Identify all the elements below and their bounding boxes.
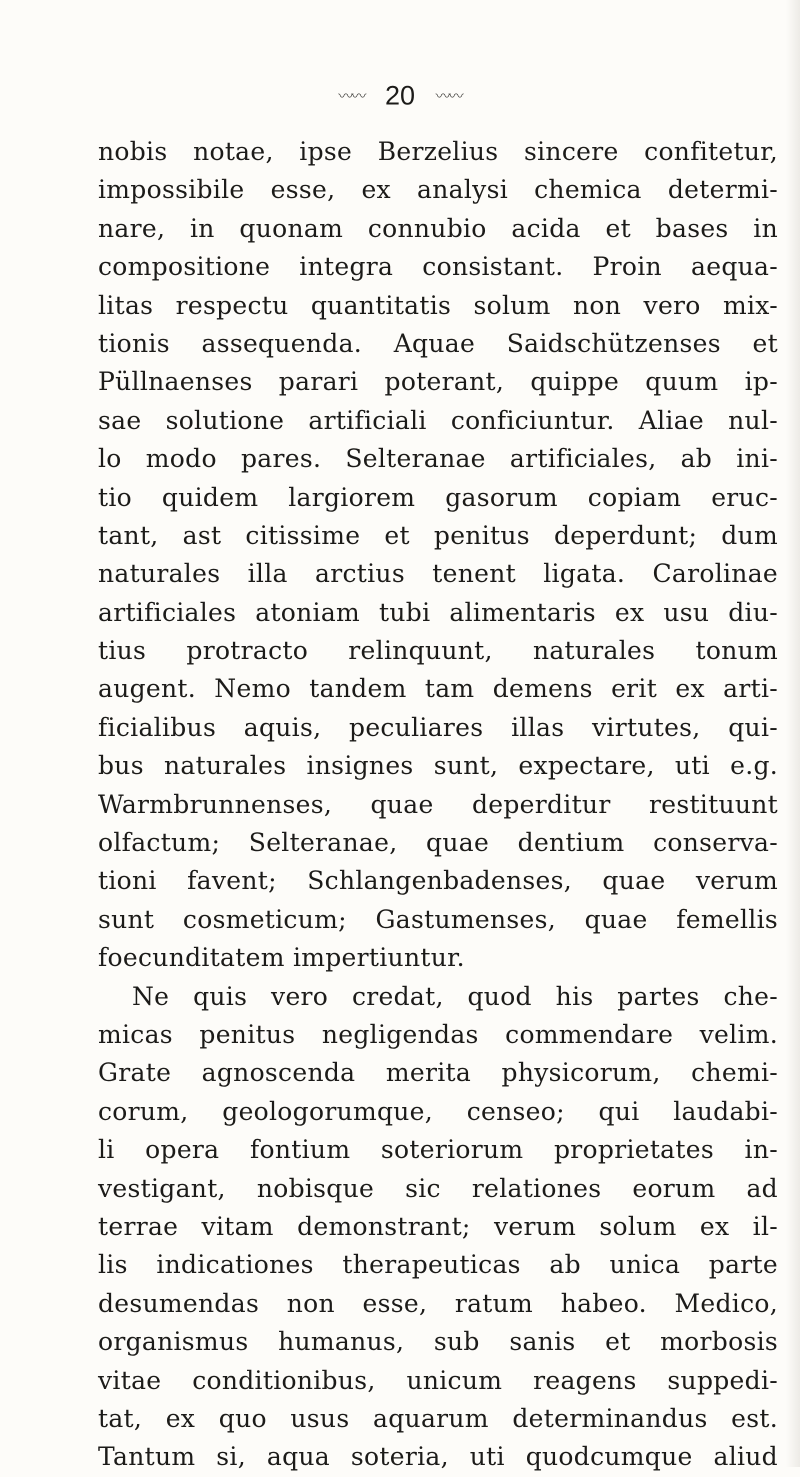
body-text — [98, 133, 778, 1477]
text-line: li opera fontium soteriorum proprietates in- — [98, 1135, 778, 1165]
text-line: augent. Nemo tandem tam demens erit ex arti- — [98, 674, 778, 704]
text-line: bus naturales insignes sunt, expectare, uti e.g. — [98, 751, 778, 781]
ornament-left: 〰〰 — [338, 86, 365, 105]
text-line: sae solutione artificiali conficiuntur. Aliae nul- — [98, 405, 778, 435]
ornament-right: 〰〰 — [435, 86, 462, 105]
text-line: compositione integra consistant. Proin aequa- — [98, 252, 778, 282]
text-line: lo modo pares. Selteranae artificiales, ab ini- — [98, 444, 778, 474]
text-line: ficialibus aquis, peculiares illas virtutes, qui- — [98, 712, 778, 742]
text-line: sunt cosmeticum; Gastumenses, quae femellis — [98, 904, 778, 934]
text-line: Grate agnoscenda merita physicorum, chemi- — [98, 1058, 778, 1088]
text-line: vitae conditionibus, unicum reagens suppedi- — [98, 1365, 778, 1395]
text-line: artificiales atoniam tubi alimentaris ex usu diu- — [98, 597, 778, 627]
text-line: tius protracto relinquunt, naturales tonum — [98, 636, 778, 666]
paragraph-start-line: Ne quis vero credat, quod his partes che- — [132, 981, 778, 1011]
text-line: Püllnaenses parari poterant, quippe quum ip- — [98, 367, 778, 397]
text-line: organismus humanus, sub sanis et morbosis — [98, 1327, 778, 1357]
text-line: tionis assequenda. Aquae Saidschützenses et — [98, 328, 778, 358]
text-line: desumendas non esse, ratum habeo. Medico, — [98, 1288, 778, 1318]
text-line: vestigant, nobisque sic relationes eorum ad — [98, 1173, 778, 1203]
text-line: nare, in quonam connubio acida et bases in — [98, 213, 778, 243]
text-line: tant, ast citissime et penitus deperdunt; dum — [98, 520, 778, 550]
page-header — [0, 78, 800, 113]
text-line: nobis notae, ipse Berzelius sincere confitetur, — [98, 137, 778, 166]
text-line: corum, geologorumque, censeo; qui laudabi- — [98, 1096, 778, 1126]
text-line: Warmbrunnenses, quae deperditur restituunt — [98, 789, 778, 819]
text-line: tio quidem largiorem gasorum copiam eruc- — [98, 482, 778, 512]
text-line: olfactum; Selteranae, quae dentium conserva- — [98, 828, 778, 858]
text-line: lis indicationes therapeuticas ab unica parte — [98, 1250, 778, 1280]
text-line: naturales illa arctius tenent ligata. Carolinae — [98, 559, 778, 589]
text-line: litas respectu quantitatis solum non vero mix- — [98, 290, 778, 320]
text-line: tat, ex quo usus aquarum determinandus est. — [98, 1403, 778, 1433]
text-line: micas penitus negligendas commendare velim. — [98, 1019, 778, 1049]
paragraph-end-line: foecunditatem impertiuntur. — [98, 943, 465, 973]
text-line: tioni favent; Schlangenbadenses, quae verum — [98, 866, 778, 896]
text-line: impossibile esse, ex analysi chemica determi- — [98, 175, 778, 205]
text-line: terrae vitam demonstrant; verum solum ex il- — [98, 1211, 778, 1241]
text-line: Tantum si, aqua soteria, uti quodcumque aliud — [98, 1442, 778, 1472]
page-edge-shadow — [786, 0, 800, 1467]
page-number: 20 — [384, 80, 416, 111]
